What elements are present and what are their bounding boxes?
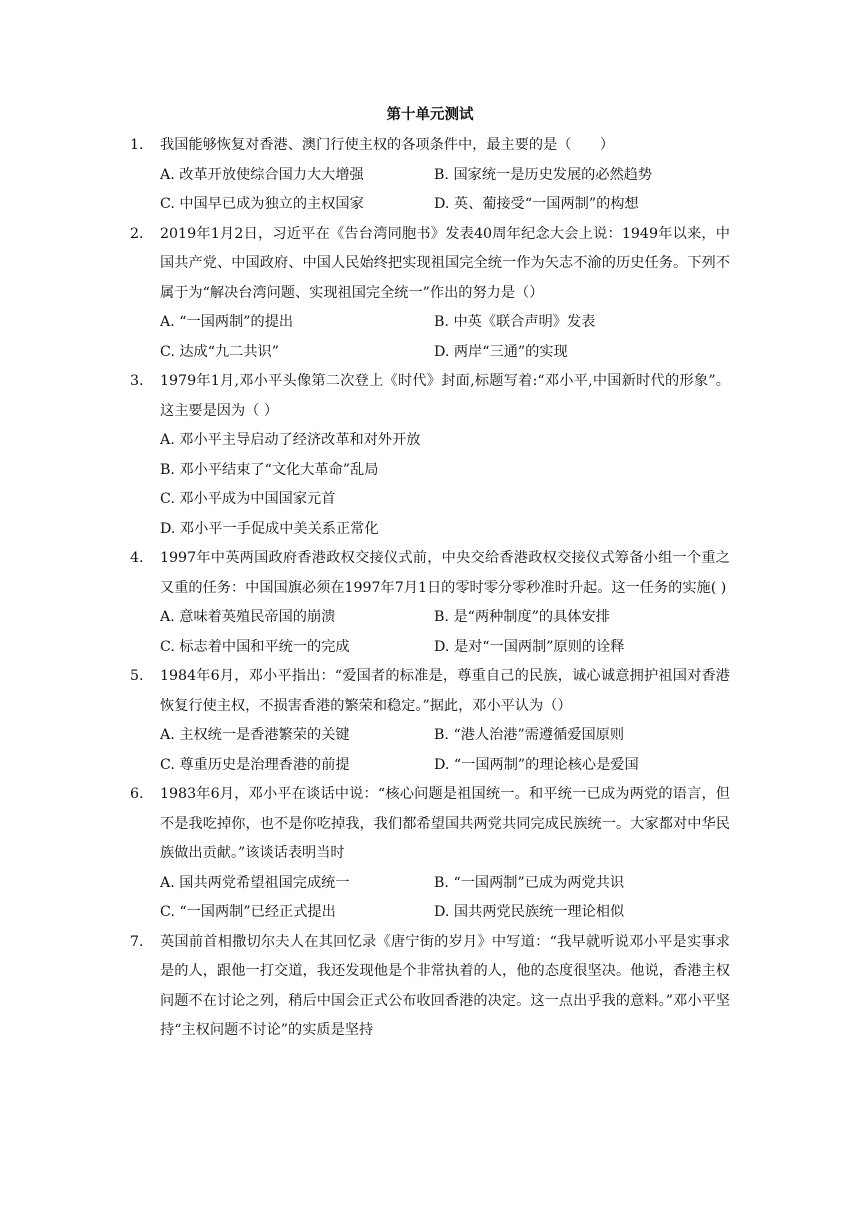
option-c: C. 尊重历史是治理香港的前提	[160, 756, 350, 773]
option-row	[160, 515, 730, 545]
question-line	[130, 131, 730, 161]
question-line	[130, 662, 730, 721]
question-2	[130, 220, 730, 368]
option-row	[160, 190, 730, 220]
option-row	[160, 456, 730, 486]
question-stem: 1979年1月,邓小平头像第二次登上《时代》封面,标题写着:“邓小平,中国新时代的形象”。这主要是因为（ ）	[160, 373, 730, 419]
option-row	[160, 898, 730, 928]
option-row	[160, 603, 730, 633]
option-d: D. “一国两制”的理论核心是爱国	[434, 756, 639, 773]
question-number: 6.	[130, 786, 144, 802]
question-stem: 英国前首相撒切尔夫人在其回忆录《唐宁街的岁月》中写道：“我早就听说邓小平是实事求是的人，跟他一打交道，我还发现他是个非常执着的人，他的态度很坚决。他说，香港主权问题不在讨论之列，稍后中国会正式公布收回香港的决定。这一点出乎我的意料。”邓小平坚持“主权问题不讨论”的实质是坚持	[160, 933, 730, 1038]
option-row	[160, 161, 730, 191]
option-list	[160, 426, 730, 544]
question-5	[130, 662, 730, 780]
option-a: A. 国共两党希望祖国完成统一	[160, 874, 350, 891]
option-a: A. 意味着英殖民帝国的崩溃	[160, 609, 336, 625]
option-b: B. “港人治港”需遵循爱国原则	[434, 727, 625, 743]
option-c: C. “一国两制”已经正式提出	[160, 904, 336, 920]
option-c: C. 邓小平成为中国国家元首	[160, 491, 336, 507]
option-row	[160, 308, 730, 338]
option-c: C. 达成“九二共识”	[160, 343, 280, 360]
option-row	[160, 869, 730, 899]
question-number: 2.	[130, 225, 144, 242]
option-a: A. 改革开放使综合国力大大增强	[160, 166, 364, 183]
question-stem: 2019年1月2日，习近平在《告台湾同胞书》发表40周年纪念大会上说：1949年以来，中国共产党、中国政府、中国人民始终把实现祖国完全统一作为矢志不渝的历史任务。下列不属于为“解决台湾问题、实现祖国完全统一”作出的努力是（）	[160, 225, 730, 301]
option-list	[160, 869, 730, 928]
question-stem: 我国能够恢复对香港、澳门行使主权的各项条件中，最主要的是（ ）	[160, 137, 615, 153]
question-6	[130, 780, 730, 928]
question-stem: 1997年中英两国政府香港政权交接仪式前，中央交给香港政权交接仪式筹备小组一个重之又重的任务：中国国旗必须在1997年7月1日的零时零分零秒准时升起。这一任务的实施( )	[160, 550, 730, 596]
question-stem: 1983年6月，邓小平在谈话中说：“核心问题是祖国统一。和平统一已成为两党的语言，但不是我吃掉你，也不是你吃掉我，我们都希望国共两党共同完成民族统一。大家都对中华民族做出贡献。”该谈话表明当时	[160, 786, 730, 861]
question-line	[130, 367, 730, 426]
question-line	[130, 220, 730, 309]
question-7	[130, 928, 730, 1046]
option-b: B. 是“两种制度”的具体安排	[434, 609, 610, 625]
question-line	[130, 780, 730, 869]
option-c: C. 中国早已成为独立的主权国家	[160, 196, 364, 212]
question-stem: 1984年6月，邓小平指出：“爱国者的标准是，尊重自己的民族，诚心诚意拥护祖国对香港恢复行使主权，不损害香港的繁荣和稳定。”据此，邓小平认为（）	[160, 668, 730, 714]
question-number: 4.	[130, 550, 144, 566]
option-b: B. 国家统一是历史发展的必然趋势	[434, 166, 653, 183]
option-d: D. 邓小平一手促成中美关系正常化	[160, 520, 379, 537]
option-a: A. “一国两制”的提出	[160, 314, 294, 330]
option-row	[160, 721, 730, 751]
option-list	[160, 603, 730, 662]
option-row	[160, 426, 730, 456]
question-1	[130, 131, 730, 220]
question-number: 5.	[130, 668, 144, 684]
option-list	[160, 161, 730, 220]
question-line	[130, 928, 730, 1046]
question-number: 3.	[130, 373, 144, 389]
option-d: D. 国共两党民族统一理论相似	[434, 904, 625, 920]
option-d: D. 是对“一国两制”原则的诠释	[434, 638, 625, 655]
option-b: B. “一国两制”已成为两党共识	[434, 874, 625, 891]
option-row	[160, 338, 730, 368]
option-list	[160, 721, 730, 780]
page-title: 第十单元测试	[386, 106, 474, 123]
question-3	[130, 367, 730, 544]
option-d: D. 两岸“三通”的实现	[434, 343, 568, 360]
option-b: B. 邓小平结束了“文化大革命”乱局	[160, 461, 379, 478]
option-b: B. 中英《联合声明》发表	[434, 314, 596, 330]
question-line	[130, 544, 730, 603]
question-4	[130, 544, 730, 662]
question-list	[130, 131, 730, 1046]
option-a: A. 主权统一是香港繁荣的关键	[160, 727, 350, 743]
option-d: D. 英、葡接受“一国两制”的构想	[434, 196, 639, 212]
option-row	[160, 751, 730, 781]
option-c: C. 标志着中国和平统一的完成	[160, 638, 350, 655]
question-number: 7.	[130, 933, 144, 950]
option-row	[160, 485, 730, 515]
option-a: A. 邓小平主导启动了经济改革和对外开放	[160, 432, 421, 448]
option-list	[160, 308, 730, 367]
option-row	[160, 633, 730, 663]
question-number: 1.	[130, 137, 144, 153]
